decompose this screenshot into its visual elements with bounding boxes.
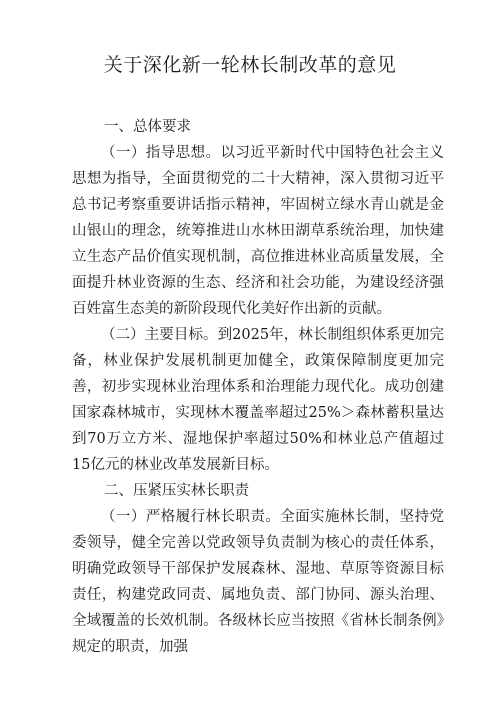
paragraph-main-goals: （二）主要目标。到2025年，林长制组织体系更加完备，林业保护发展机制更加健全，政策保障制度更加完善，初步实现林业治理体系和治理能力现代化。成功创建国家森林城市，实现林木覆盖率超过25%＞森林蓄积量达到70万立方米、湿地保护率超过50%和林业总产值超过15亿元的林业改革发展新目标。 [72,327,444,473]
section-2-body [72,504,444,660]
section-heading-forest-chief-duties: 二、压紧压实林长职责 [104,483,249,499]
document-title: 关于深化新一轮林长制改革的意见 [103,54,397,76]
paragraph-guiding-ideology: （一）指导思想。以习近平新时代中国特色社会主义思想为指导，全面贯彻党的二十大精神，深入贯彻习近平总书记考察重要讲话指示精神，牢固树立绿水青山就是金山银山的理念，统筹推进山水林田湖草系统治理，加快建立生态产品价值实现机制，高位推进林业高质量发展，全面提升林业资源的生态、经济和社会功能，为建设经济强百姓富生态美的新阶段现代化美好作出新的贡献。 [72,145,444,317]
paragraph-fulfill-duties: （一）严格履行林长职责。全面实施林长制，坚持党委领导，健全完善以党政领导负责制为核心的责任体系，明确党政领导干部保护发展森林、湿地、草原等资源目标责任，构建党政同责、属地负责、部门协同、源头治理、全域覆盖的长效机制。各级林长应当按照《省林长制条例》规定的职责，加强 [72,509,444,655]
section-heading-general-requirements: 一、总体要求 [104,119,191,135]
section-1-body [72,140,444,478]
